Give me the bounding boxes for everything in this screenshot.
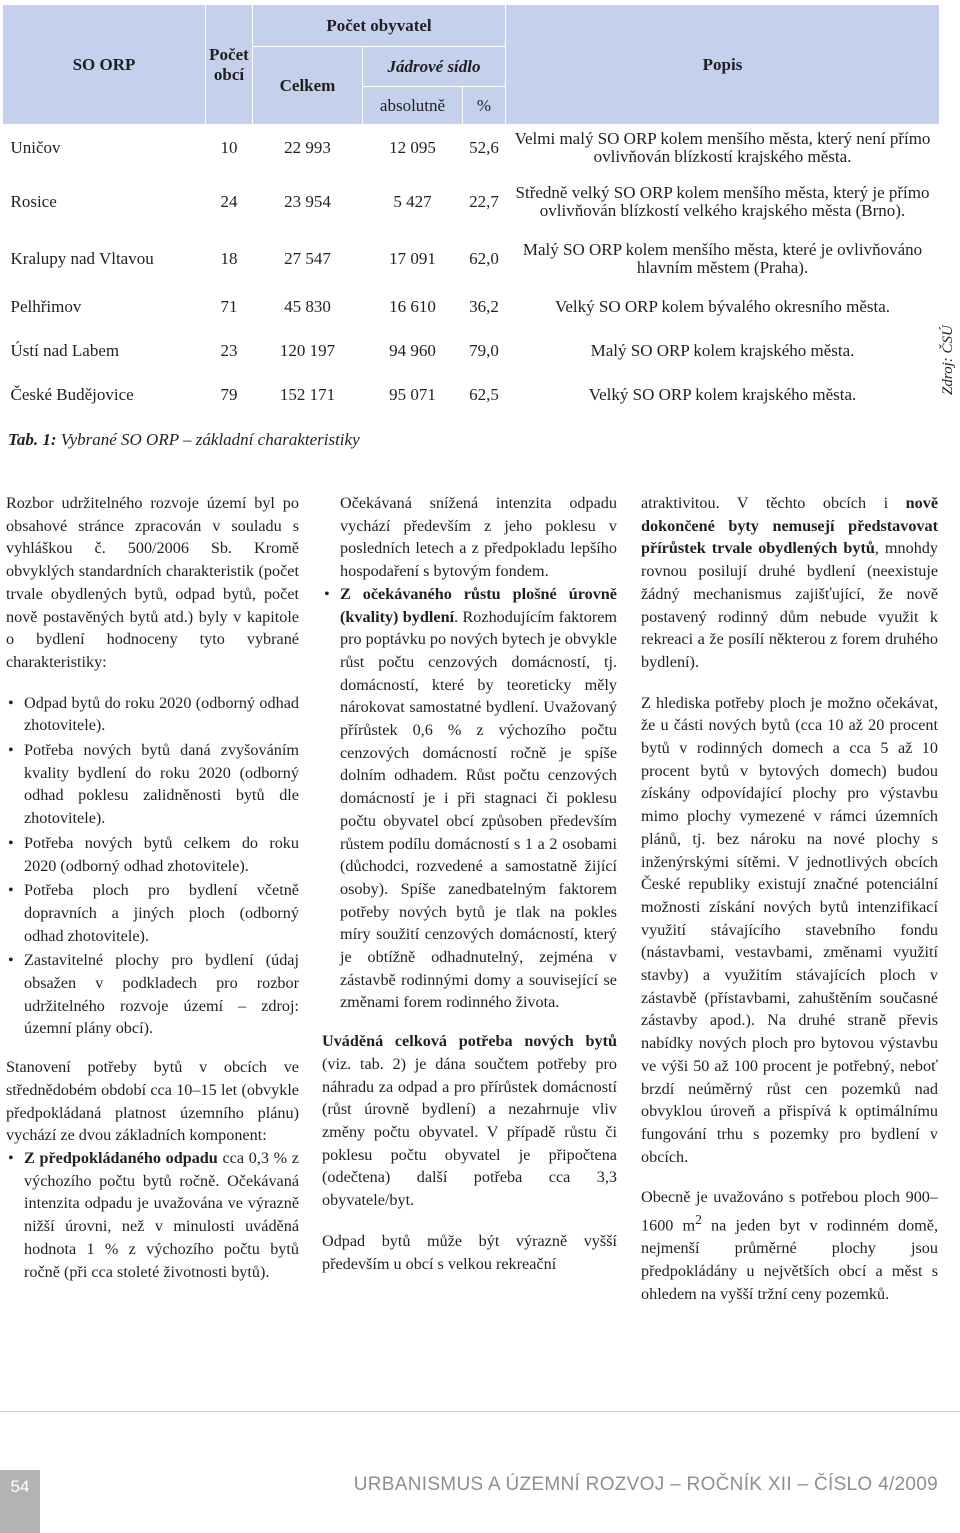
table-row bbox=[3, 233, 940, 285]
characteristics-list bbox=[6, 692, 299, 1041]
list-item-bold: Z předpokládaného odpadu bbox=[24, 1148, 218, 1167]
components-list bbox=[6, 1147, 299, 1283]
superscript: 2 bbox=[695, 1212, 702, 1228]
row-name: Kralupy nad Vltavou bbox=[10, 248, 154, 268]
list-item bbox=[24, 1147, 299, 1283]
row-celkem: 23 954 bbox=[284, 191, 331, 211]
row-obce: 10 bbox=[220, 137, 238, 157]
row-abs: 12 095 bbox=[389, 137, 436, 157]
row-abs: 95 071 bbox=[389, 384, 436, 404]
header-procent: % bbox=[463, 87, 506, 125]
row-obce: 71 bbox=[220, 296, 238, 316]
row-obce: 18 bbox=[220, 248, 238, 268]
characteristics-table bbox=[2, 4, 940, 417]
text-column-2 bbox=[322, 492, 617, 1293]
paragraph-text: Obecně je uvažováno s potřebou ploch 900–1600 m bbox=[641, 1188, 938, 1235]
text-column-1 bbox=[6, 492, 299, 1299]
row-popis: Středně velký SO ORP kolem menšího města, který je přímo ovlivňován blízkostí velkého krajského města (Brno). bbox=[515, 182, 930, 220]
paragraph bbox=[641, 492, 938, 674]
list-item-bold: Z očekávaného růstu plošné úrovně (kvality) bydlení bbox=[340, 584, 617, 626]
row-pct: 79,0 bbox=[469, 340, 499, 360]
list-item: • Potřeba nových bytů daná zvyšováním kvality bydlení do roku 2020 (odborný odhad poklesu zalidněnosti bytů dle zhotovitele). bbox=[24, 739, 299, 830]
paragraph-bold: nově dokončené byty nemusejí představovat přírůstek trvale obydlených bytů bbox=[641, 494, 938, 558]
paragraph bbox=[322, 1030, 617, 1212]
row-celkem: 45 830 bbox=[284, 296, 331, 316]
row-pct: 22,7 bbox=[469, 191, 499, 211]
row-popis: Velmi malý SO ORP kolem menšího města, který není přímo ovlivňován blízkostí krajského města. bbox=[514, 128, 931, 166]
caption-label: Tab. 1: bbox=[8, 430, 57, 449]
row-pct: 62,5 bbox=[469, 384, 499, 404]
components-list bbox=[322, 583, 617, 1014]
journal-footer: URBANISMUS A ÚZEMNÍ ROZVOJ – ROČNÍK XII – ČÍSLO 4/2009 bbox=[353, 1474, 938, 1495]
row-abs: 16 610 bbox=[389, 296, 436, 316]
table-row bbox=[3, 171, 940, 233]
row-abs: 17 091 bbox=[389, 248, 436, 268]
table-caption bbox=[8, 430, 360, 450]
paragraph-text: (viz. tab. 2) je dána součtem potřeby pro náhradu za odpad a pro přírůstek domácností (růst úrovně bydlení) a nezahrnuje vliv změny počtu obyvatel. V případě růstu či poklesu počtu obyvatel je připočtena (odečtena) další potřeba cca 3,3 obyvatele/byt. bbox=[322, 1054, 617, 1210]
row-pct: 36,2 bbox=[469, 296, 499, 316]
row-name: Pelhřimov bbox=[10, 296, 82, 316]
row-celkem: 27 547 bbox=[284, 248, 331, 268]
header-pocet-obci: Počet obcí bbox=[206, 5, 253, 125]
footer-divider bbox=[0, 1411, 960, 1412]
header-absolutne: absolutně bbox=[363, 87, 463, 125]
paragraph-text: , mnohdy rovnou posilují druhé bydlení (neexistuje žádný mechanismus zajišťující, že nově postavený rodinný dům nebude využit k rekreaci a že posílí některou z forem druhého bydlení). bbox=[641, 539, 938, 671]
list-item: • Odpad bytů do roku 2020 (odborný odhad zhotovitele). bbox=[24, 692, 299, 737]
list-item bbox=[340, 583, 617, 1014]
row-name: České Budějovice bbox=[10, 384, 134, 404]
row-abs: 94 960 bbox=[389, 340, 436, 360]
row-pct: 62,0 bbox=[469, 248, 499, 268]
row-popis: Velký SO ORP kolem bývalého okresního města. bbox=[554, 296, 891, 316]
list-item-text: cca 0,3 % z výchozího počtu bytů ročně. Očekávaná intenzita odpadu je uvažována ve výrazně nižší úrovni, než v minulosti uváděná hodnota 1 % z výchozího počtu bytů ročně (při cca stoleté životnosti bytů). bbox=[24, 1148, 299, 1281]
table-source: Zdroj: ČSÚ bbox=[940, 325, 956, 395]
paragraph: Rozbor udržitelného rozvoje území byl po obsahové stránce zpracován v souladu s vyhláškou č. 500/2006 Sb. Kromě obvyklých standardních charakteristik (počet trvale obydlených bytů, odpad bytů, počet nově postavěných bytů atd.) byly v kapitole o bydlení hodnoceny tyto vybrané charakteristiky: bbox=[6, 494, 299, 671]
paragraph: Z hlediska potřeby ploch je možno očekávat, že u části nových bytů (cca 10 až 20 procent bytů v rodinných domech a cca 5 až 10 procent bytů v bytových domech) budou získány odpovídající plochy pro výstavbu mimo plochy vymezené v rámci územních plánů, tj. bez nároku na nové plochy s inženýrskými sítěmi. V jednotlivých obcích České republiky existují značné potenciální možnosti získání nových bytů intenzifikací využití stávajícího stavebního fondu (nástavbami, vestavbami, změnami využití stavby) a využitím stávajících ploch v zástavbě (přístavbami, zahuštěním současné zástavby apod.). Na druhé straně převis nabídky nových ploch pro bytovou výstavbu ve výši 50 až 100 procent je potřebný, neboť brzdí neúměrný růst cen pozemků nad obvyklou úroveň a přispívá k optimálnímu fungování trhu s pozemky pro bydlení v obcích. bbox=[641, 693, 938, 1166]
row-obce: 23 bbox=[220, 340, 238, 360]
paragraph: Očekávaná snížená intenzita odpadu vychází především z jeho poklesu v posledních letech a z předpokladu lepšího hospodaření s bytovým fondem. bbox=[340, 494, 617, 581]
row-abs: 5 427 bbox=[393, 191, 432, 211]
row-name: Rosice bbox=[10, 191, 57, 211]
paragraph: Odpad bytů může být výrazně vyšší především u obcí s velkou rekreační bbox=[322, 1231, 617, 1273]
paragraph-text: na jeden byt v rodinném domě, nejmenší průměrné plochy jsou předpokládány u největších obcí a měst s ohledem na vyšší tržní ceny pozemků. bbox=[641, 1216, 938, 1303]
table-row bbox=[3, 285, 940, 329]
paragraph bbox=[641, 1186, 938, 1305]
row-pct: 52,6 bbox=[469, 137, 499, 157]
row-celkem: 152 171 bbox=[279, 384, 336, 404]
header-popis: Popis bbox=[506, 5, 940, 125]
text-column-3 bbox=[641, 492, 938, 1323]
row-obce: 24 bbox=[220, 191, 238, 211]
row-popis: Malý SO ORP kolem menšího města, které je ovlivňováno hlavním městem (Praha). bbox=[522, 239, 923, 277]
paragraph-text: atraktivitou. V těchto obcích i bbox=[641, 494, 906, 512]
list-item: • Potřeba ploch pro bydlení včetně dopravních a jiných ploch (odborný odhad zhotovitele). bbox=[24, 879, 299, 947]
row-celkem: 120 197 bbox=[279, 340, 336, 360]
header-jadrove-sidlo: Jádrové sídlo bbox=[363, 47, 506, 87]
list-item-text: . Rozhodujícím faktorem pro poptávku po nových bytech je obvykle růst počtu cenzových domácností, tj. domácností, které by teoreticky měly nárokovat samostatné bydlení. Uvažovaný přírůstek 0,6 % z výchozího počtu cenzových domácností ročně je spíše dolním odhadem. Růst počtu cenzových domácností je i při stagnaci či poklesu počtu obyvatel obcí způsoben především růstem podílu domácností s 1 a 2 osobami (důchodci, rozvedené a samostatně žijící osoby). Spíše zanedbatelným faktorem potřeby nových bytů je tlak na pokles míry soužití cenzových domácností, který je obtížně odhadnutelný, zejména v zástavbě rodinnými domy a související se změnami forem rodinného života. bbox=[340, 607, 617, 1012]
table-row bbox=[3, 329, 940, 373]
row-celkem: 22 993 bbox=[284, 137, 331, 157]
caption-text: Vybrané SO ORP – základní charakteristiky bbox=[56, 430, 360, 449]
page-number: 54 bbox=[0, 1470, 40, 1533]
list-item: • Zastavitelné plochy pro bydlení (údaj obsažen v podkladech pro rozbor udržitelného rozvoje území – zdroj: územní plány obcí). bbox=[24, 949, 299, 1040]
header-pocet-obyvatel: Počet obyvatel bbox=[253, 5, 506, 47]
row-name: Ústí nad Labem bbox=[10, 340, 120, 360]
row-name: Uničov bbox=[10, 137, 61, 157]
table-row bbox=[3, 125, 940, 171]
row-popis: Malý SO ORP kolem krajského města. bbox=[590, 340, 855, 360]
paragraph: Stanovení potřeby bytů v obcích ve střednědobém období cca 10–15 let (obvykle předpokládaná platnost územního plánu) vychází ze dvou základních komponent: bbox=[6, 1058, 299, 1145]
row-popis: Velký SO ORP kolem krajského města. bbox=[588, 384, 857, 404]
table-row bbox=[3, 373, 940, 417]
header-celkem: Celkem bbox=[253, 47, 363, 125]
paragraph-bold: Uváděná celková potřeba nových bytů bbox=[322, 1032, 617, 1051]
header-so-orp: SO ORP bbox=[3, 5, 206, 125]
list-item: • Potřeba nových bytů celkem do roku 2020 (odborný odhad zhotovitele). bbox=[24, 832, 299, 877]
row-obce: 79 bbox=[220, 384, 238, 404]
